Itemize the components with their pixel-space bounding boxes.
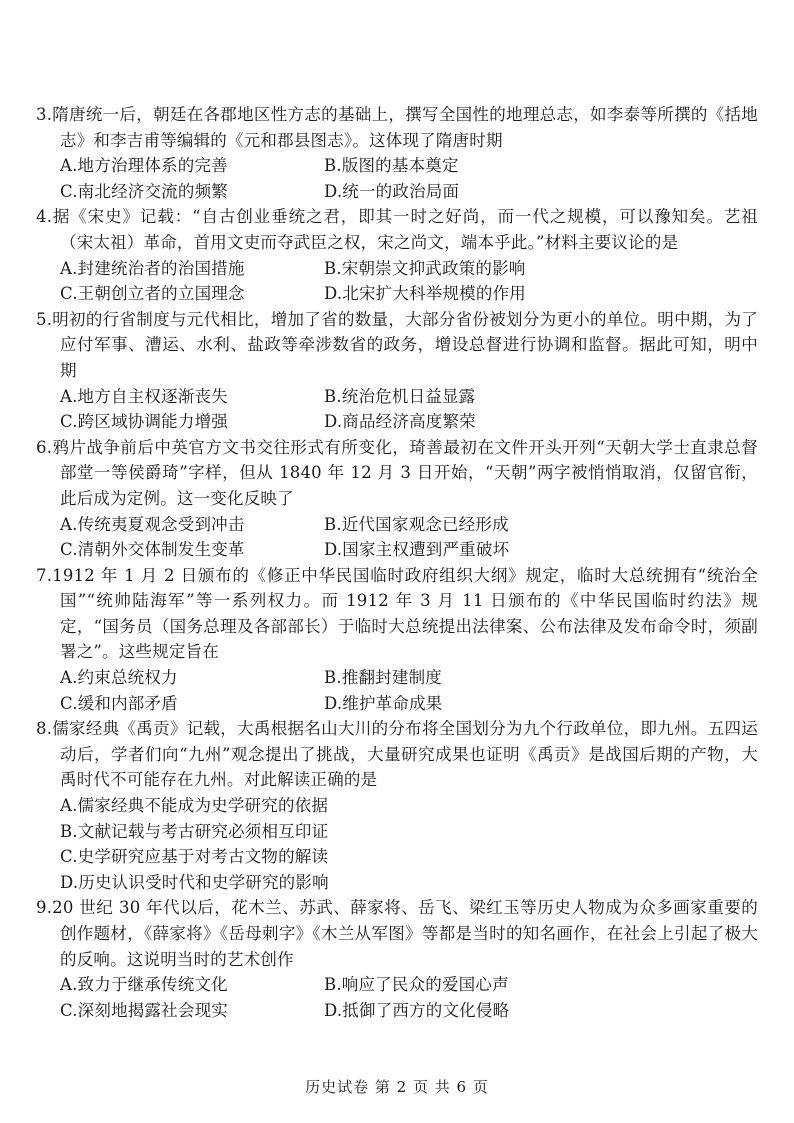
option-d: D.维护革命成果 [324, 693, 443, 713]
option-group [36, 384, 758, 435]
option-a: A.传统夷夏观念受到冲击 [60, 514, 245, 534]
option-row [60, 998, 758, 1024]
option-a: A.地方自主权逐渐丧失 [60, 386, 228, 406]
option-group [36, 665, 758, 716]
option-group [36, 972, 758, 1023]
question-stem: 3.隋唐统一后，朝廷在各郡地区性方志的基础上，撰写全国性的地理总志，如李泰等所撰的《括地志》和李吉甫等编辑的《元和郡县图志》。这体现了隋唐时期 [36, 105, 758, 150]
option-group [36, 793, 758, 895]
option-c: C.缓和内部矛盾 [60, 693, 178, 713]
option-c: C.王朝创立者的立国理念 [60, 284, 245, 304]
question-8 [36, 716, 758, 895]
question-stem: 9.20 世纪 30 年代以后，花木兰、苏武、薛家将、岳飞、梁红玉等历史人物成为众多画家重要的创作题材，《薛家将》《岳母刺字》《木兰从军图》等都是当时的知名画作，在社会上引起了极大的反响。这说明当时的艺术创作 [36, 898, 758, 969]
option-d: D.历史认识受时代和史学研究的影响 [60, 872, 329, 892]
option-c: C.南北经济交流的频繁 [60, 181, 228, 201]
option-d: D.国家主权遭到严重破坏 [324, 540, 510, 560]
question-stem: 4.据《宋史》记载：“自古创业垂统之君，即其一时之好尚，而一代之规模，可以豫知矣。艺祖（宋太祖）革命，首用文吏而夺武臣之权，宋之尚文，端本乎此。”材料主要议论的是 [36, 207, 758, 252]
question-6 [36, 435, 758, 563]
option-group [36, 512, 758, 563]
option-group [36, 256, 758, 307]
option-c: C.清朝外交体制发生变革 [60, 540, 245, 560]
question-3 [36, 102, 758, 204]
option-row [60, 537, 758, 563]
option-b: B.推翻封建制度 [324, 668, 442, 688]
option-d: D.抵御了西方的文化侵略 [324, 1000, 510, 1020]
option-b: B.版图的基本奠定 [324, 156, 459, 176]
option-row [60, 409, 758, 435]
option-b: B.宋朝崇文抑武政策的影响 [324, 258, 526, 278]
option-d: D.统一的政治局面 [324, 181, 460, 201]
option-row [60, 384, 758, 410]
question-5 [36, 307, 758, 435]
option-row [60, 691, 758, 717]
option-a: A.地方治理体系的完善 [60, 156, 228, 176]
option-c: C.跨区域协调能力增强 [60, 412, 228, 432]
option-d: D.北宋扩大科举规模的作用 [324, 284, 526, 304]
option-row [60, 256, 758, 282]
question-stem: 8.儒家经典《禹贡》记载，大禹根据名山大川的分布将全国划分为九个行政单位，即九州。五四运动后，学者们向“九州”观念提出了挑战，大量研究成果也证明《禹贡》是战国后期的产物，大禹时代不可能存在九州。对此解读正确的是 [36, 719, 758, 790]
option-a: A.致力于继承传统文化 [60, 975, 228, 995]
option-row [60, 281, 758, 307]
option-a: A.儒家经典不能成为史学研究的依据 [60, 796, 329, 816]
option-row [60, 153, 758, 179]
option-a: A.约束总统权力 [60, 668, 178, 688]
option-group [36, 153, 758, 204]
option-c: C.深刻地揭露社会现实 [60, 1000, 228, 1020]
option-row [60, 512, 758, 538]
page-footer: 历史试卷 第 2 页 共 6 页 [305, 1078, 489, 1096]
question-7 [36, 563, 758, 717]
question-stem: 7.1912 年 1 月 2 日颁布的《修正中华民国临时政府组织大纲》规定，临时大总统拥有“统治全国”“统帅陆海军”等一系列权力。而 1912 年 3 月 11 日颁布的《中华民国临时约法》规定，“国务员（国务总理及各部部长）于临时大总统提出法律案、公布法律及发布命令时，须副署之”。这些规定旨在 [36, 565, 758, 662]
question-list [36, 102, 758, 1023]
option-row [60, 179, 758, 205]
option-row [60, 665, 758, 691]
question-stem: 5.明初的行省制度与元代相比，增加了省的数量，大部分省份被划分为更小的单位。明中期，为了应付军事、漕运、水利、盐政等牵涉数省的政务，增设总督进行协调和监督。据此可知，明中期 [36, 309, 758, 380]
option-a: A.封建统治者的治国措施 [60, 258, 245, 278]
question-stem: 6.鸦片战争前后中英官方文书交往形式有所变化，琦善最初在文件开头开列“天朝大学士直隶总督部堂一等侯爵琦”字样，但从 1840 年 12 月 3 日开始，“天朝”两字被悄悄取消，仅留官衔，此后成为定例。这一变化反映了 [36, 437, 758, 508]
option-b: B.文献记载与考古研究必须相互印证 [60, 821, 329, 841]
option-row [60, 972, 758, 998]
option-c: C.史学研究应基于对考古文物的解读 [60, 847, 329, 867]
option-d: D.商品经济高度繁荣 [324, 412, 476, 432]
option-b: B.响应了民众的爱国心声 [324, 975, 509, 995]
question-4 [36, 204, 758, 306]
option-b: B.统治危机日益显露 [324, 386, 476, 406]
option-b: B.近代国家观念已经形成 [324, 514, 509, 534]
question-9 [36, 895, 758, 1023]
